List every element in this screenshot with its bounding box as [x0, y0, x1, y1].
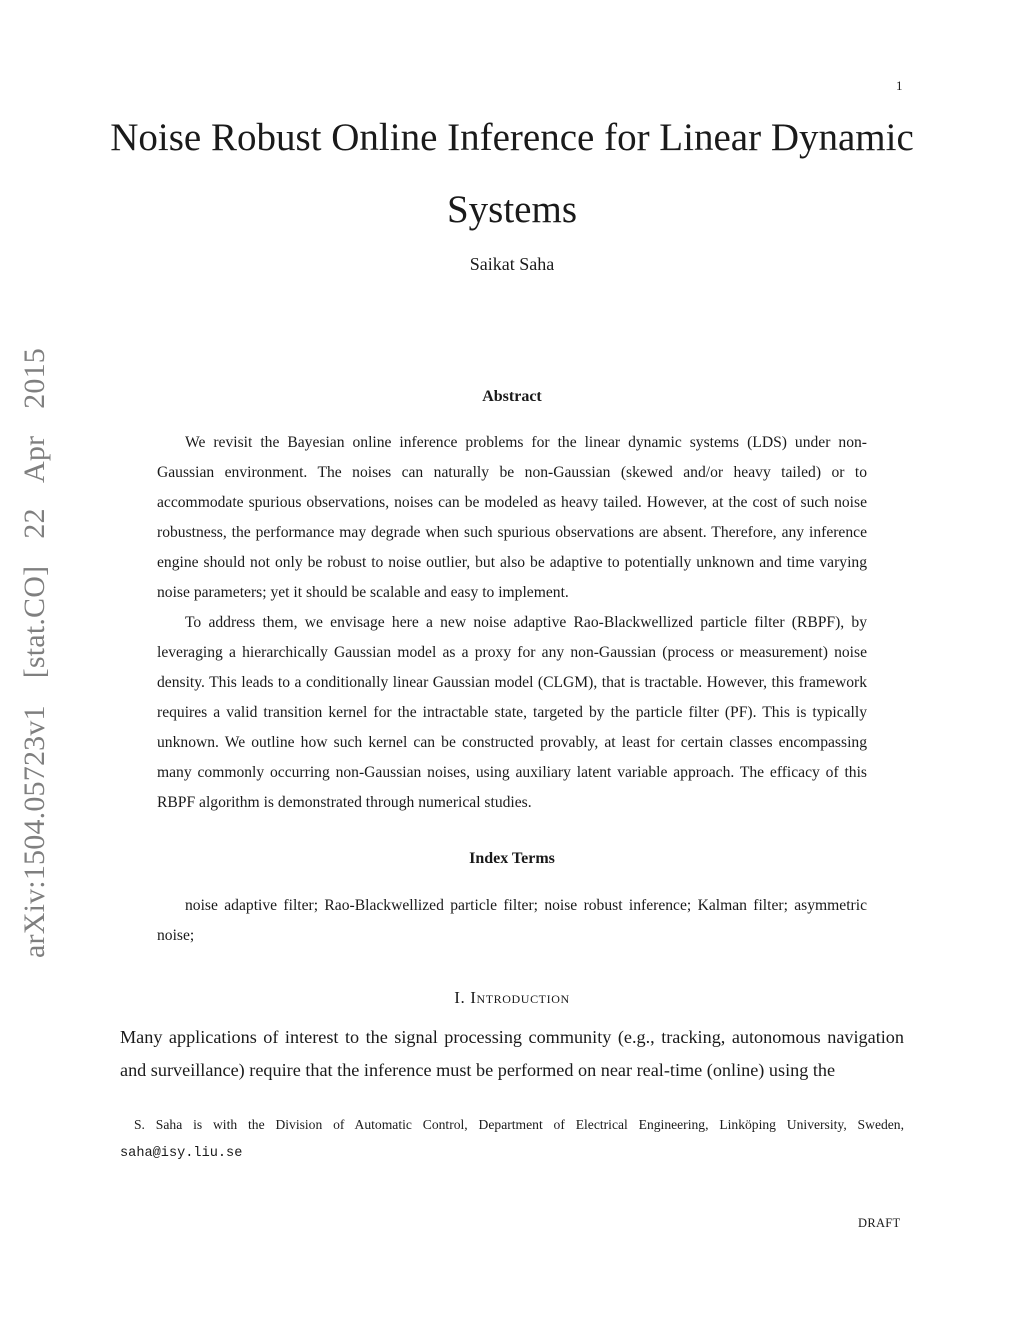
- page-number: 1: [896, 78, 903, 93]
- draft-label: DRAFT: [858, 1216, 901, 1230]
- introduction-heading: I. Introduction: [454, 988, 570, 1007]
- footnote-text: S. Saha is with the Division of Automatic Control, Department of Electrical Engineering, Linköping University, Sweden,: [134, 1117, 904, 1132]
- index-terms-heading: Index Terms: [469, 850, 555, 867]
- introduction-body: Many applications of interest to the signal processing community (e.g., tracking, autonomous navigation and surveillance) require that the inference must be performed on near real-time (online) using the: [120, 1027, 904, 1080]
- index-terms-body: noise adaptive filter; Rao-Blackwellized particle filter; noise robust inference; Kalman filter; asymmetric noise;: [157, 897, 867, 944]
- author-name: Saikat Saha: [469, 254, 555, 274]
- abstract-body: [157, 428, 867, 818]
- abstract-heading: Abstract: [482, 388, 542, 405]
- abstract-paragraph: To address them, we envisage here a new noise adaptive Rao-Blackwellized particle filter (RBPF), by leveraging a hierarchically Gaussian model as a proxy for any non-Gaussian (process or measurement) noise density. This leads to a conditionally linear Gaussian model (CLGM), that is tractable. However, this framework requires a valid transition kernel for the intractable state, targeted by the particle filter (PF). This is typically unknown. We outline how such kernel can be constructed provably, at least for certain classes encompassing many commonly occurring non-Gaussian noises, using auxiliary latent variable approach. The efficacy of this RBPF algorithm is demonstrated through numerical studies.: [157, 614, 867, 811]
- paper-title: Noise Robust Online Inference for Linear Dynamic Systems: [110, 116, 914, 231]
- author-footnote: [120, 1111, 904, 1167]
- arxiv-identifier-stamp: arXiv:1504.05723v1 [stat.CO] 22 Apr 2015: [18, 348, 51, 958]
- author-email[interactable]: saha@isy.liu.se: [120, 1146, 243, 1161]
- abstract-paragraph: We revisit the Bayesian online inference problems for the linear dynamic systems (LDS) under non-Gaussian environment. The noises can naturally be non-Gaussian (skewed and/or heavy tailed) or to accommodate spurious observations, noises can be modeled as heavy tailed. However, at the cost of such noise robustness, the performance may degrade when such spurious observations are absent. Therefore, any inference engine should not only be robust to noise outlier, but also be adaptive to potentially unknown and time varying noise parameters; yet it should be scalable and easy to implement.: [157, 434, 867, 601]
